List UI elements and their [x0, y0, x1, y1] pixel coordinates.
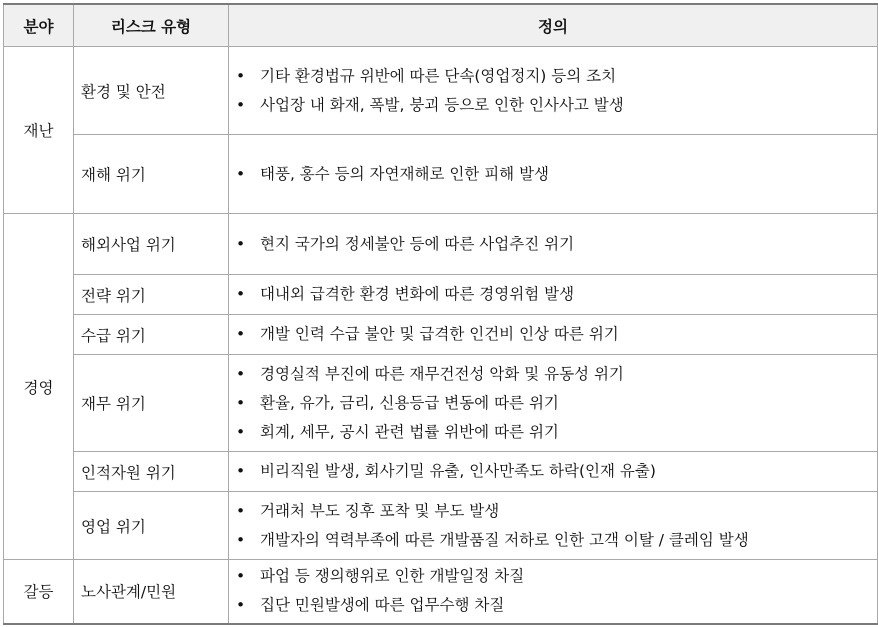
definition-list	[236, 62, 877, 120]
risk-table-container	[3, 3, 877, 625]
risk-type-cell: 수급 위기	[74, 315, 229, 355]
risk-type-cell: 노사관계/민원	[74, 560, 229, 624]
list-item	[236, 280, 877, 309]
definition-text: 개발자의 역력부족에 따른 개발품질 저하로 인한 고객 이탈 / 클레임 발생	[260, 530, 749, 549]
list-item	[236, 91, 877, 120]
risk-type-cell: 영업 위기	[74, 492, 229, 560]
risk-table	[3, 3, 878, 625]
list-item	[236, 62, 877, 91]
definition-list	[236, 320, 877, 349]
definition-text: 대내외 급격한 환경 변화에 따른 경영위험 발생	[260, 285, 575, 303]
definition-text: 환율, 유가, 금리, 신용등급 변동에 따른 위기	[260, 393, 559, 412]
bullet-icon: •	[236, 95, 246, 114]
risk-type-cell: 재해 위기	[74, 135, 229, 214]
bullet-icon: •	[236, 164, 246, 183]
list-item	[236, 230, 877, 259]
definition-list	[236, 280, 877, 309]
bullet-icon: •	[236, 462, 246, 480]
risk-type-cell: 환경 및 안전	[74, 47, 229, 135]
definition-list	[236, 562, 877, 620]
definition-list	[236, 230, 877, 259]
definition-list	[236, 160, 877, 189]
definition-text: 개발 인력 수급 불안 및 급격한 인건비 인상 따른 위기	[260, 325, 619, 343]
table-row	[4, 47, 878, 135]
risk-type-cell: 재무 위기	[74, 355, 229, 452]
definition-text: 기타 환경법규 위반에 따른 단속(영업정지) 등의 조치	[260, 66, 617, 85]
header-risk-type: 리스크 유형	[74, 4, 229, 47]
definition-list	[236, 360, 877, 447]
definition-text: 비리직원 발생, 회사기밀 유출, 인사만족도 하락(인재 유출)	[260, 462, 656, 480]
bullet-icon: •	[236, 234, 246, 253]
table-row	[4, 135, 878, 214]
list-item	[236, 457, 877, 486]
definition-cell	[229, 315, 878, 355]
bullet-icon: •	[236, 501, 246, 520]
bullet-icon: •	[236, 325, 246, 343]
bullet-icon: •	[236, 596, 246, 615]
list-item	[236, 562, 877, 591]
table-row	[4, 492, 878, 560]
risk-type-cell: 해외사업 위기	[74, 214, 229, 275]
definition-cell	[229, 452, 878, 492]
definition-text: 태풍, 홍수 등의 자연재해로 인한 피해 발생	[260, 164, 550, 183]
bullet-icon: •	[236, 567, 246, 586]
category-cell: 경영	[4, 214, 74, 560]
header-row	[4, 4, 878, 47]
bullet-icon: •	[236, 530, 246, 549]
list-item	[236, 526, 877, 555]
definition-list	[236, 497, 877, 555]
table-row	[4, 452, 878, 492]
header-definition: 정의	[229, 4, 878, 47]
definition-cell	[229, 355, 878, 452]
definition-cell	[229, 214, 878, 275]
header-category: 분야	[4, 4, 74, 47]
table-row	[4, 355, 878, 452]
definition-text: 집단 민원발생에 따른 업무수행 차질	[260, 596, 505, 615]
list-item	[236, 497, 877, 526]
table-row	[4, 214, 878, 275]
list-item	[236, 591, 877, 620]
definition-text: 사업장 내 화재, 폭발, 붕괴 등으로 인한 인사사고 발생	[260, 95, 624, 114]
bullet-icon: •	[236, 364, 246, 383]
definition-cell	[229, 560, 878, 624]
category-cell: 갈등	[4, 560, 74, 624]
risk-type-cell: 인적자원 위기	[74, 452, 229, 492]
definition-text: 파업 등 쟁의행위로 인한 개발일정 차질	[260, 567, 525, 586]
category-cell: 재난	[4, 47, 74, 214]
list-item	[236, 418, 877, 447]
bullet-icon: •	[236, 422, 246, 441]
definition-cell	[229, 492, 878, 560]
list-item	[236, 360, 877, 389]
bullet-icon: •	[236, 393, 246, 412]
risk-type-cell: 전략 위기	[74, 275, 229, 315]
list-item	[236, 160, 877, 189]
definition-text: 회계, 세무, 공시 관련 법률 위반에 따른 위기	[260, 422, 559, 441]
definition-text: 경영실적 부진에 따른 재무건전성 악화 및 유동성 위기	[260, 364, 624, 383]
list-item	[236, 389, 877, 418]
bullet-icon: •	[236, 66, 246, 85]
definition-text: 거래처 부도 징후 포착 및 부도 발생	[260, 501, 500, 520]
table-row	[4, 275, 878, 315]
table-row	[4, 315, 878, 355]
definition-cell	[229, 135, 878, 214]
definition-text: 현지 국가의 정세불안 등에 따른 사업추진 위기	[260, 234, 575, 253]
table-row	[4, 560, 878, 624]
definition-cell	[229, 275, 878, 315]
definition-cell	[229, 47, 878, 135]
bullet-icon: •	[236, 285, 246, 303]
list-item	[236, 320, 877, 349]
definition-list	[236, 457, 877, 486]
